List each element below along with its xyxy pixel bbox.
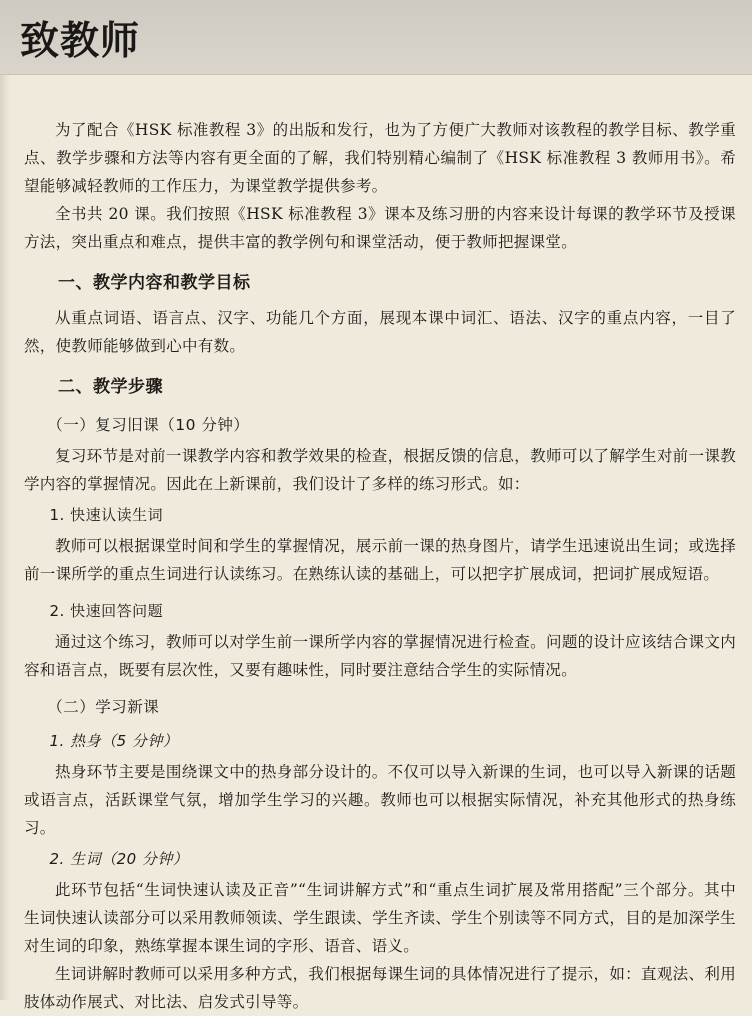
page-spine-shadow bbox=[0, 0, 10, 1000]
section-1-paragraph: 从重点词语、语言点、汉字、功能几个方面，展现本课中词汇、语法、汉字的重点内容，一目了然，使教师能够做到心中有数。 bbox=[24, 309, 736, 355]
review-paragraph: 复习环节是对前一课教学内容和教学效果的检查，根据反馈的信息，教师可以了解学生对前一课教学内容的掌握情况。因此在上新课前，我们设计了多样的练习形式。如： bbox=[24, 447, 736, 493]
warm-up-paragraph: 热身环节主要是围绕课文中的热身部分设计的。不仅可以导入新课的生词，也可以导入新课的话题或语言点，活跃课堂气氛，增加学生学习的兴趣。教师也可以根据实际情况，补充其他形式的热身练习。 bbox=[24, 763, 736, 837]
item-heading-vocabulary: 2. 生词（20 分钟） bbox=[49, 850, 189, 868]
subsection-heading-new-lesson: （二）学习新课 bbox=[47, 698, 160, 716]
subsection-heading-review: （一）复习旧课（10 分钟） bbox=[47, 416, 250, 434]
vocabulary-paragraph-1: 此环节包括“生词快速认读及正音”“生词讲解方式”和“重点生词扩展及常用搭配”三个部分。其中生词快速认读部分可以采用教师领读、学生跟读、学生齐读、学生个别读等不同方式，目的是加深学生对生词的印象，熟练掌握本课生词的字形、语音、语义。 bbox=[24, 881, 736, 955]
page-title: 致教师 bbox=[20, 19, 141, 64]
vocabulary-paragraph-2: 生词讲解时教师可以采用多种方式，我们根据每课生词的具体情况进行了提示，如：直观法、利用肢体动作展式、对比法、启发式引导等。 bbox=[24, 965, 736, 1011]
item-heading-quick-answer: 2. 快速回答问题 bbox=[49, 602, 164, 620]
document-body bbox=[24, 116, 736, 1016]
section-heading-teaching-steps: 二、教学步骤 bbox=[58, 377, 163, 397]
item-heading-quick-reading: 1. 快速认读生词 bbox=[49, 506, 164, 524]
quick-reading-paragraph: 教师可以根据课堂时间和学生的掌握情况，展示前一课的热身图片，请学生迅速说出生词；或选择前一课所学的重点生词进行认读练习。在熟练认读的基础上，可以把字扩展成词，把词扩展成短语。 bbox=[24, 537, 736, 583]
section-heading-teaching-content: 一、教学内容和教学目标 bbox=[58, 273, 251, 293]
item-heading-warm-up: 1. 热身（5 分钟） bbox=[49, 732, 179, 750]
intro-paragraph-2: 全书共 20 课。我们按照《HSK 标准教程 3》课本及练习册的内容来设计每课的教学环节及授课方法，突出重点和难点，提供丰富的教学例句和课堂活动，便于教师把握课堂。 bbox=[24, 205, 736, 251]
quick-answer-paragraph: 通过这个练习，教师可以对学生前一课所学内容的掌握情况进行检查。问题的设计应该结合课文内容和语言点，既要有层次性，又要有趣味性，同时要注意结合学生的实际情况。 bbox=[24, 633, 736, 679]
intro-paragraph-1: 为了配合《HSK 标准教程 3》的出版和发行，也为了方便广大教师对该教程的教学目标、教学重点、教学步骤和方法等内容有更全面的了解，我们特别精心编制了《HSK 标准教程 3 教师用书》。希望能够减轻教师的工作压力，为课堂教学提供参考。 bbox=[24, 121, 736, 195]
